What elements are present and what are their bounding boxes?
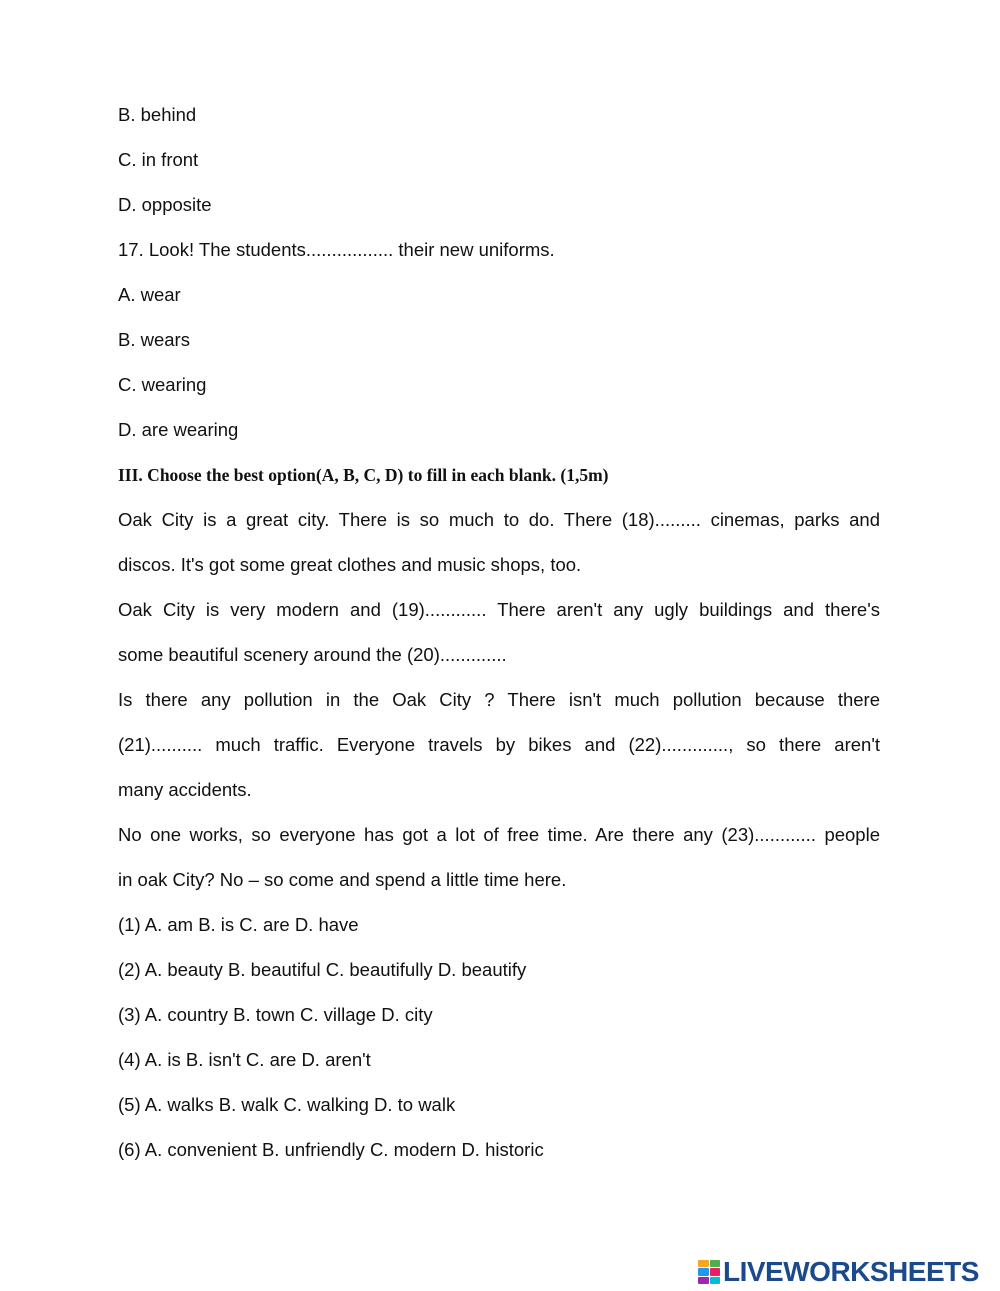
passage-line: in oak City? No – so come and spend a little time here. bbox=[118, 869, 567, 890]
answer-option-line: (4) A. is B. isn't C. are D. aren't bbox=[118, 1049, 371, 1070]
passage-line: Oak City is very modern and (19)............ There aren't any ugly buildings and there's bbox=[118, 599, 880, 620]
liveworksheets-logo-icon bbox=[698, 1260, 720, 1284]
q17-option-c: C. wearing bbox=[118, 374, 207, 395]
logo-tile bbox=[710, 1260, 721, 1267]
answer-option-line: (5) A. walks B. walk C. walking D. to walk bbox=[118, 1094, 456, 1115]
q16-option-d: D. opposite bbox=[118, 194, 212, 215]
passage-line: some beautiful scenery around the (20)............. bbox=[118, 644, 507, 665]
q16-option-c: C. in front bbox=[118, 149, 199, 170]
passage-line: Is there any pollution in the Oak City ? There isn't much pollution because there bbox=[118, 689, 880, 710]
answer-option-line: (3) A. country B. town C. village D. city bbox=[118, 1004, 433, 1025]
answer-option-line: (1) A. am B. is C. are D. have bbox=[118, 914, 359, 935]
logo-tile bbox=[698, 1268, 709, 1275]
passage-line: Oak City is a great city. There is so much to do. There (18)......... cinemas, parks and bbox=[118, 509, 880, 530]
logo-text: LIVEWORKSHEETS bbox=[723, 1256, 979, 1287]
answer-option-line: (2) A. beauty B. beautiful C. beautifully D. beautify bbox=[118, 959, 527, 980]
passage-line: No one works, so everyone has got a lot of free time. Are there any (23)............ people bbox=[118, 824, 880, 845]
section-heading: III. Choose the best option(A, B, C, D) to fill in each blank. (1,5m) bbox=[118, 465, 609, 485]
logo-tile bbox=[710, 1268, 721, 1275]
passage-line: (21).......... much traffic. Everyone travels by bikes and (22)............., so there aren't bbox=[118, 734, 880, 755]
q17-option-a: A. wear bbox=[118, 284, 181, 305]
logo-tile bbox=[710, 1277, 721, 1284]
logo-tile bbox=[698, 1277, 709, 1284]
q17-option-d: D. are wearing bbox=[118, 419, 239, 440]
logo-tile bbox=[698, 1260, 709, 1267]
q17-question: 17. Look! The students................. their new uniforms. bbox=[118, 239, 555, 260]
q16-option-b: B. behind bbox=[118, 104, 197, 125]
q17-option-b: B. wears bbox=[118, 329, 190, 350]
passage-line: many accidents. bbox=[118, 779, 252, 800]
answer-option-line: (6) A. convenient B. unfriendly C. modern D. historic bbox=[118, 1139, 544, 1160]
passage-line: discos. It's got some great clothes and music shops, too. bbox=[118, 554, 582, 575]
liveworksheets-logo bbox=[698, 1257, 979, 1287]
